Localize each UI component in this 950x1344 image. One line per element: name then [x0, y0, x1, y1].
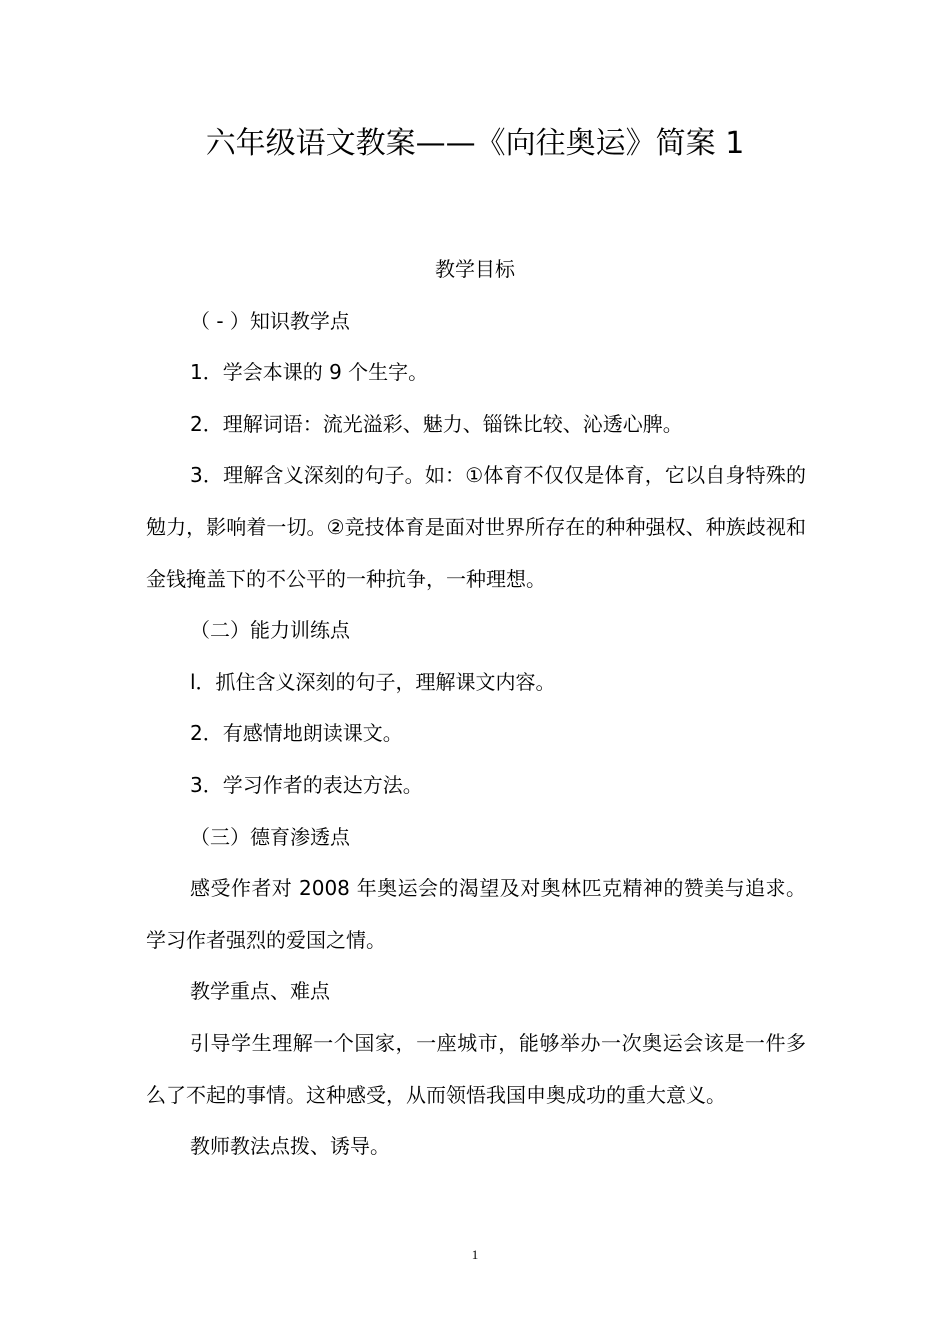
list-item: 2．有感情地朗读课文。	[190, 721, 403, 746]
body-paragraph: 引导学生理解一个国家，一座城市，能够举办一次奥运会该是一件多么了不起的事情。这种感受，从而领悟我国申奥成功的重大意义。	[146, 1030, 806, 1107]
body-paragraph: 感受作者对 2008 年奥运会的渴望及对奥林匹克精神的赞美与追求。学习作者强烈的爱国之情。	[146, 876, 806, 952]
list-item: 1．学会本课的 9 个生字。	[190, 360, 429, 385]
subheading-moral-points: （三）德育渗透点	[190, 824, 350, 849]
document-title: 六年级语文教案——《向往奥运》简案 1	[205, 126, 745, 161]
document-body	[146, 244, 806, 1173]
section-heading-teaching-goals: 教学目标	[435, 257, 515, 281]
body-paragraph: 教师教法点拨、诱导。	[190, 1134, 390, 1159]
page-number: 1	[471, 1247, 479, 1262]
subheading-knowledge-points: （ - ）知识教学点	[190, 308, 350, 333]
list-item: l．抓住含义深刻的句子，理解课文内容。	[190, 669, 556, 694]
subheading-key-points: 教学重点、难点	[190, 979, 330, 1004]
list-item: 3．理解含义深刻的句子。如：①体育不仅仅是体育，它以自身特殊的勉力，影响着一切。②竞技体育是面对世界所存在的种种强权、种族歧视和金钱掩盖下的不公平的一种抗争，一种理想。	[146, 463, 806, 591]
list-item: 3．学习作者的表达方法。	[190, 772, 423, 797]
subheading-ability-points: （二）能力训练点	[190, 618, 350, 643]
list-item: 2．理解词语：流光溢彩、魅力、锱铢比较、沁透心脾。	[190, 411, 683, 436]
